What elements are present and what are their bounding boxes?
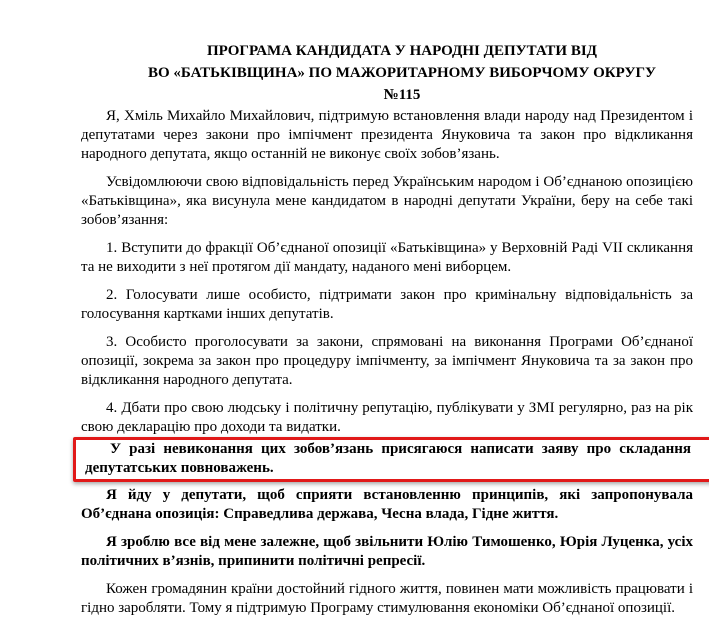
document-body-continued (81, 486, 693, 627)
paragraph-commitment-2: 2. Голосувати лише особисто, підтримати закон про кримінальну відповідальність за голосування картками інших депутатів. (81, 287, 693, 322)
paragraph-responsibility: Усвідомлюючи свою відповідальність перед Українським народом і Об’єднаною опозицією «Батьківщина», яка висунула мене кандидатом в народні депутати України, беру на себе такі зобов’язання: (81, 174, 693, 228)
paragraph-commitment-3: 3. Особисто проголосувати за закони, спрямовані на виконання Програми Об’єднаної опозиції, зокрема за закон про процедуру імпічменту, за імпічмент Януковича та за закон про відкликання народного депутата. (81, 334, 693, 388)
document-body (81, 40, 693, 446)
paragraph-commitment-1: 1. Вступити до фракції Об’єднаної опозиції «Батьківщина» у Верховній Раді VII скликання та не виходити з неї протягом дії мандату, наданого мені виборцем. (81, 240, 693, 275)
title-line-3: №115 (383, 87, 421, 103)
highlighted-oath-paragraph: У разі невиконання цих зобов’язань присягаюся написати заяву про складання депутатських повноважень. (85, 441, 691, 476)
title-line-2: ВО «БАТЬКІВЩИНА» ПО МАЖОРИТАРНОМУ ВИБОРЧОМУ ОКРУГУ (147, 65, 657, 81)
paragraph-intro: Я, Хміль Михайло Михайлович, підтримую встановлення влади народу над Президентом і депутатами через закони про імпічмент президента Януковича та закон про відкликання народного депутата, якщо останній не виконує своїх зобов’язань. (81, 108, 693, 162)
title-line-1: ПРОГРАМА КАНДИДАТА У НАРОДНІ ДЕПУТАТИ ВІД (207, 43, 597, 59)
document-title (81, 40, 693, 106)
paragraph-release-prisoners: Я зроблю все від мене залежне, щоб звільнити Юлію Тимошенко, Юрія Луценка, усіх політичних в’язнів, припинити політичні репресії. (81, 534, 693, 569)
paragraph-commitment-4: 4. Дбати про свою людську і політичну репутацію, публікувати у ЗМІ регулярно, раз на рік свою декларацію про доходи та видатки. (81, 400, 693, 435)
paragraph-economy: Кожен громадянин країни достойний гідного життя, повинен мати можливість працювати і гідно заробляти. Тому я підтримую Програму стимулювання економіки Об’єднаної опозиції. (81, 581, 693, 616)
paragraph-principles: Я йду у депутати, щоб сприяти встановленню принципів, які запропонувала Об’єднана опозиція: Справедлива держава, Чесна влада, Гідне життя. (81, 487, 693, 522)
